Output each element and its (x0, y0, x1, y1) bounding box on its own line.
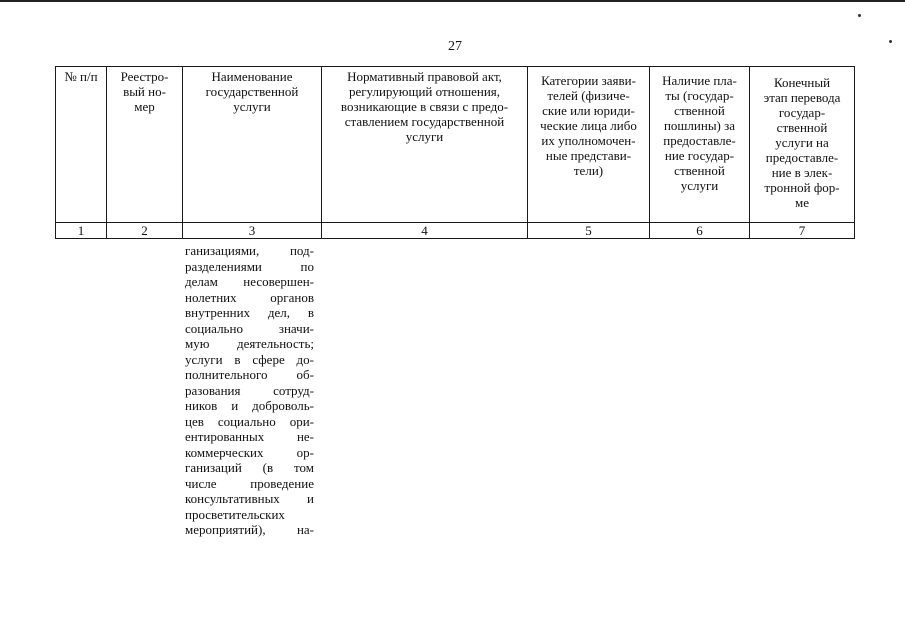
header-cell-applicant-categories (528, 67, 650, 223)
text-line: полнительного об- (185, 367, 314, 382)
header-line: ственной (674, 103, 725, 118)
header-line: ственной (674, 163, 725, 178)
column-number-cell: 4 (322, 223, 528, 239)
text-line: просветительских (185, 506, 285, 522)
header-line: № п/п (64, 69, 98, 84)
table-header-row (56, 67, 855, 223)
header-line: тронной фор- (764, 180, 840, 195)
text-line: ентированных не- (185, 429, 314, 444)
header-line: этап перевода (763, 90, 841, 105)
header-line: предоставле- (765, 150, 839, 165)
text-line: числе проведение (185, 475, 314, 491)
header-line: Наличие пла- (662, 73, 737, 88)
header-cell-legal-act (322, 67, 528, 223)
text-line: консультативных и (185, 491, 314, 506)
header-cell-final-stage (750, 67, 855, 223)
scan-top-edge (0, 0, 905, 2)
header-line: мер (134, 99, 155, 114)
header-line: ственной (776, 120, 828, 135)
text-line: услуги в сфере до- (185, 351, 314, 367)
column-number-row (56, 223, 855, 239)
column-number-cell: 3 (183, 223, 322, 239)
column-number-cell: 6 (650, 223, 750, 239)
text-line: цев социально ори- (185, 413, 314, 429)
text-line: разования сотруд- (185, 382, 314, 398)
header-line: Конечный (773, 75, 831, 90)
services-table (55, 66, 855, 239)
header-line: Наименование (211, 69, 293, 84)
header-line: ные представи- (545, 148, 632, 163)
header-line: возникающие в связи с предо- (340, 99, 509, 114)
header-line: государ- (778, 105, 826, 120)
scan-speck (858, 14, 861, 17)
text-line: ников и доброволь- (185, 398, 314, 413)
column-number-cell: 5 (528, 223, 650, 239)
header-line: тели) (573, 163, 604, 178)
header-line: вый но- (123, 84, 166, 99)
header-line: услуги (233, 99, 271, 114)
text-line: внутренних дел, в (185, 305, 314, 320)
header-cell-fee (650, 67, 750, 223)
header-line: их уполномочен- (541, 133, 636, 148)
header-cell-service-name (183, 67, 322, 223)
text-line: коммерческих ор- (185, 444, 314, 460)
header-line: услуги (405, 129, 444, 144)
header-line: регулирующий отношения, (348, 84, 501, 99)
header-cell-registry-number (107, 67, 183, 223)
text-line: мероприятий), на- (185, 522, 314, 537)
header-line: услуги на (775, 135, 829, 150)
column-number-cell: 7 (750, 223, 855, 239)
header-line: предоставле- (663, 133, 736, 148)
text-line: делам несовершен- (185, 274, 314, 289)
text-line: ганизациями, под- (185, 243, 314, 258)
header-line: ме (795, 195, 809, 210)
header-line: ние государ- (664, 148, 735, 163)
header-cell-number (56, 67, 107, 223)
header-line: ческие лица либо (540, 118, 637, 133)
column-number-cell: 1 (56, 223, 107, 239)
text-line: мую деятельность; (185, 336, 314, 351)
header-line: ставлением государственной (344, 114, 505, 129)
header-line: государственной (205, 84, 299, 99)
service-name-continuation-text (185, 243, 314, 538)
header-line: Реестро- (120, 69, 169, 84)
header-line: услуги (680, 178, 719, 193)
page-number: 27 (448, 39, 462, 54)
text-line: нолетних органов (185, 289, 314, 305)
header-line: ние в элек- (771, 165, 833, 180)
header-line: ты (государ- (665, 88, 734, 103)
header-line: ские или юриди- (542, 103, 635, 118)
text-line: разделениями по (185, 258, 314, 274)
scan-speck (889, 40, 892, 43)
header-line: Категории заяви- (541, 73, 636, 88)
column-number-cell: 2 (107, 223, 183, 239)
text-line: социально значи- (185, 320, 314, 336)
text-line: ганизаций (в том (185, 460, 314, 475)
header-line: телей (физиче- (547, 88, 630, 103)
header-line: пошлины) за (663, 118, 736, 133)
header-line: Нормативный правовой акт, (347, 69, 502, 84)
